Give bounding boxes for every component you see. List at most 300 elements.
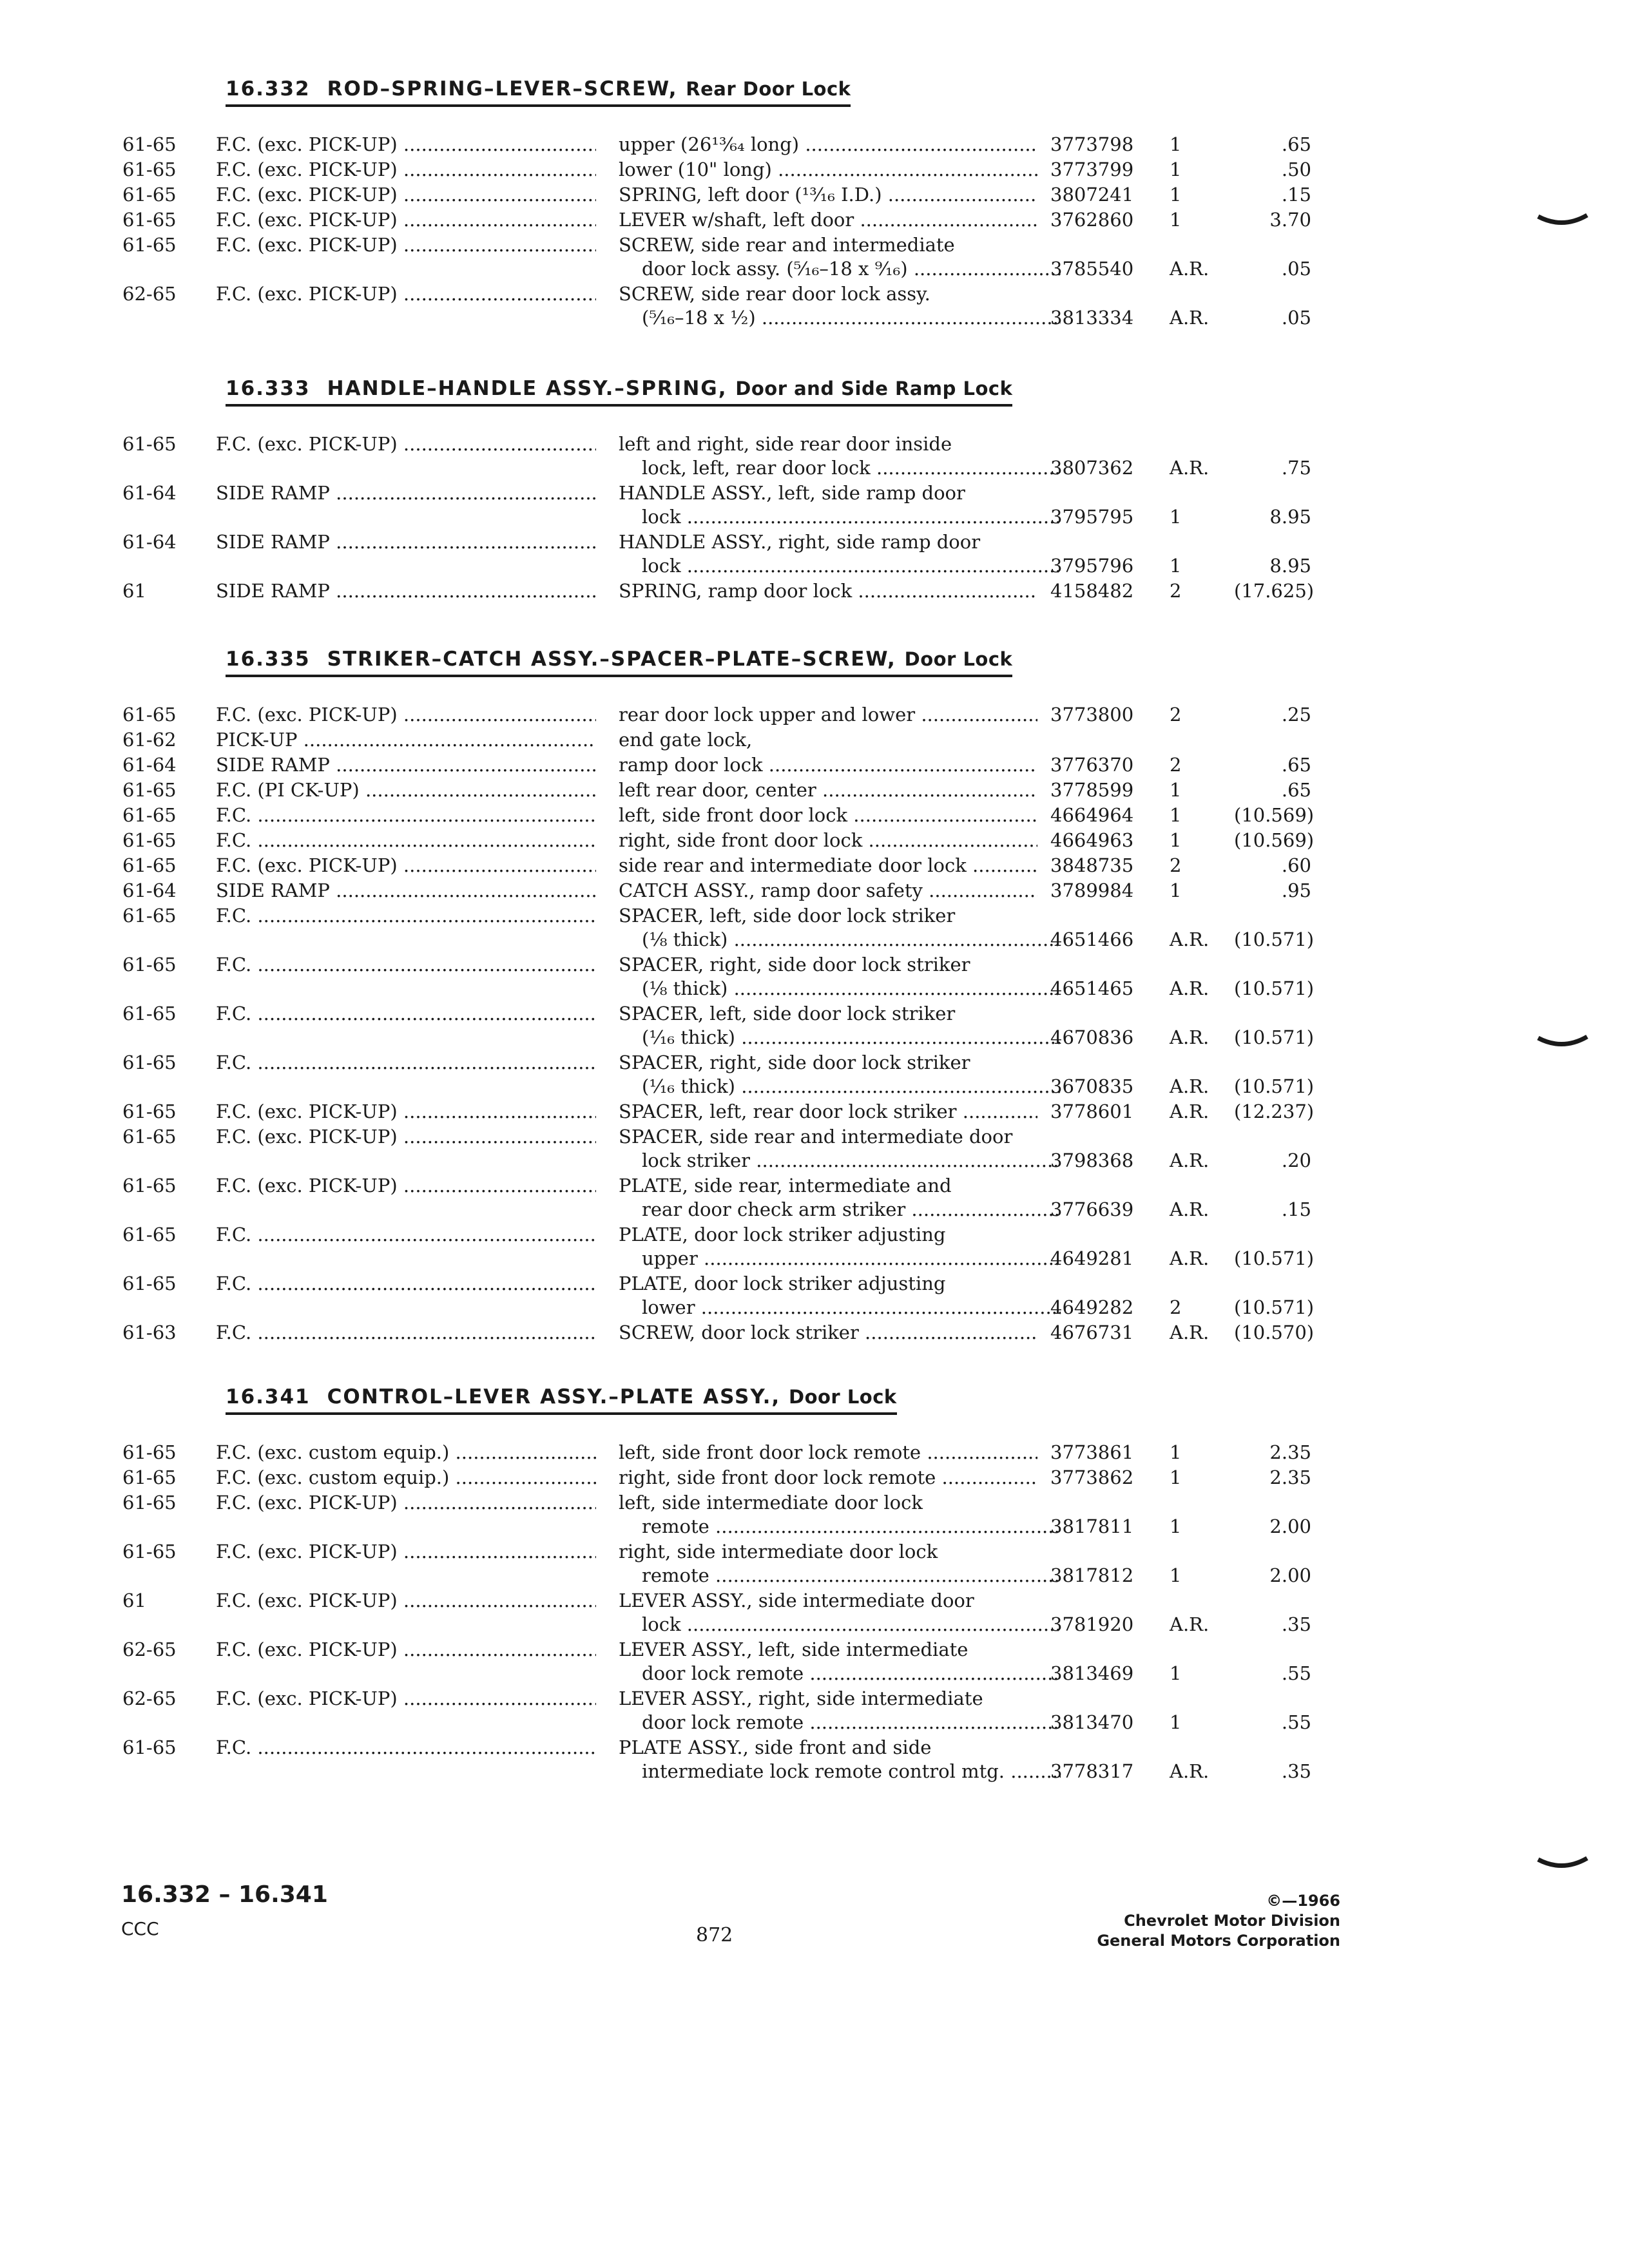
model-years: 61-65 <box>122 779 177 801</box>
section-title: STRIKER–CATCH ASSY.–SPACER–PLATE–SCREW, <box>327 648 896 671</box>
parts-row <box>122 1002 1315 1051</box>
price: (10.571) <box>1234 1247 1315 1269</box>
quantity: 1 <box>1170 804 1182 826</box>
part-number: 3778317 <box>1050 1760 1134 1782</box>
parts-list <box>122 703 1315 1346</box>
model-years: 62-65 <box>122 1687 177 1709</box>
model-applicability: F.C. ..... <box>216 803 596 827</box>
section-heading <box>226 648 1012 677</box>
section-number: 16.341 <box>226 1385 311 1408</box>
quantity: A.R. <box>1170 457 1210 479</box>
part-number: 3785540 <box>1050 258 1134 280</box>
price: .55 <box>1281 1711 1311 1733</box>
section-16-333 <box>122 377 1315 604</box>
quantity: 1 <box>1170 1441 1182 1463</box>
part-number: 4651465 <box>1050 977 1134 999</box>
binding-mark <box>1537 1856 1588 1871</box>
part-number: 3773799 <box>1050 159 1134 180</box>
model-years: 61-65 <box>122 1126 177 1148</box>
model-years: 61-65 <box>122 1466 177 1488</box>
price: .75 <box>1281 457 1311 479</box>
parts-row <box>122 953 1315 1002</box>
price: .65 <box>1281 779 1311 801</box>
part-number: 3773800 <box>1050 704 1134 726</box>
model-years: 61-65 <box>122 804 177 826</box>
model-applicability: F.C. (exc. PICK-UP) ..... <box>216 1589 596 1613</box>
description-line: rear door check arm striker ..... <box>619 1198 1061 1222</box>
footer-section-range <box>121 1881 328 1939</box>
parts-row <box>122 1466 1315 1491</box>
model-years: 61-65 <box>122 854 177 876</box>
quantity: A.R. <box>1170 928 1210 950</box>
part-number: 3813469 <box>1050 1662 1134 1684</box>
corporation-name: General Motors Corporation <box>1097 1932 1340 1950</box>
model-applicability: F.C. ..... <box>216 1002 596 1026</box>
part-number: 3817811 <box>1050 1515 1134 1537</box>
part-number: 3776370 <box>1050 754 1134 776</box>
quantity: 1 <box>1170 184 1182 206</box>
parts-row <box>122 1223 1315 1272</box>
parts-row <box>122 753 1315 778</box>
model-years: 61-64 <box>122 482 177 504</box>
description-line: remote ..... <box>619 1564 1061 1588</box>
parts-row <box>122 1589 1315 1638</box>
description-line: remote ..... <box>619 1515 1061 1539</box>
model-applicability: SIDE RAMP ..... <box>216 481 596 505</box>
model-applicability: SIDE RAMP ..... <box>216 879 596 903</box>
model-years: 62-65 <box>122 283 177 305</box>
model-years: 61-65 <box>122 433 177 455</box>
model-applicability: F.C. ..... <box>216 1223 596 1247</box>
quantity: 1 <box>1170 779 1182 801</box>
model-years: 61-64 <box>122 531 177 553</box>
price: (10.571) <box>1234 1026 1315 1048</box>
description-line: SCREW, side rear door lock assy. <box>619 283 930 305</box>
description-line: upper ..... <box>619 1247 1061 1271</box>
catalog-code: CCC <box>121 1918 159 1939</box>
part-number: 3807241 <box>1050 184 1134 206</box>
model-applicability: F.C. (exc. PICK-UP) ..... <box>216 1491 596 1515</box>
quantity: 1 <box>1170 1662 1182 1684</box>
price: (10.570) <box>1234 1321 1315 1343</box>
description-line: SPACER, right, side door lock striker <box>619 954 970 975</box>
parts-row <box>122 579 1315 604</box>
division-name: Chevrolet Motor Division <box>1124 1912 1340 1930</box>
model-applicability: F.C. (exc. PICK-UP) ..... <box>216 1100 596 1124</box>
parts-row <box>122 1638 1315 1687</box>
price: .15 <box>1281 1198 1311 1220</box>
description-line: LEVER ASSY., right, side intermediate <box>619 1687 983 1709</box>
section-range: 16.332 – 16.341 <box>121 1881 328 1908</box>
model-years: 61-62 <box>122 729 177 751</box>
quantity: A.R. <box>1170 1149 1210 1171</box>
model-years: 61-65 <box>122 1441 177 1463</box>
parts-row <box>122 728 1315 753</box>
part-number: 3781920 <box>1050 1613 1134 1635</box>
model-applicability: F.C. (exc. PICK-UP) ..... <box>216 703 596 727</box>
quantity: 2 <box>1170 580 1182 602</box>
price: .25 <box>1281 704 1311 726</box>
model-applicability: F.C. (exc. PICK-UP) ..... <box>216 1540 596 1564</box>
quantity: A.R. <box>1170 977 1210 999</box>
model-years: 61-64 <box>122 754 177 776</box>
parts-row <box>122 1736 1315 1785</box>
quantity: 1 <box>1170 133 1182 155</box>
quantity: 2 <box>1170 754 1182 776</box>
parts-row <box>122 854 1315 879</box>
model-applicability: F.C. (exc. PICK-UP) ..... <box>216 1638 596 1662</box>
model-years: 61-65 <box>122 133 177 155</box>
model-years: 61-65 <box>122 1492 177 1514</box>
price: .20 <box>1281 1149 1311 1171</box>
model-applicability: F.C. ..... <box>216 904 596 928</box>
price: (10.571) <box>1234 977 1315 999</box>
description-line: lower ..... <box>619 1296 1061 1320</box>
model-applicability: F.C. (exc. PICK-UP) ..... <box>216 208 596 232</box>
model-years: 61 <box>122 580 146 602</box>
description-line: ramp door lock ..... <box>619 753 1037 777</box>
model-years: 61 <box>122 1590 146 1611</box>
parts-row <box>122 879 1315 904</box>
section-heading <box>226 377 1012 407</box>
model-applicability: F.C. (exc. PICK-UP) ..... <box>216 854 596 878</box>
model-years: 61-64 <box>122 879 177 901</box>
copyright: ©—1966 <box>1266 1892 1340 1910</box>
part-number: 3813334 <box>1050 307 1134 329</box>
price: 2.35 <box>1269 1466 1311 1488</box>
part-number: 3798368 <box>1050 1149 1134 1171</box>
description-line: (¹⁄₁₆ thick) ..... <box>619 1026 1061 1050</box>
quantity: 1 <box>1170 1564 1182 1586</box>
model-years: 61-65 <box>122 1003 177 1024</box>
description-line: SPRING, left door (¹³⁄₁₆ I.D.) ..... <box>619 183 1037 207</box>
description-line: PLATE, side rear, intermediate and <box>619 1175 952 1196</box>
price: (10.571) <box>1234 1296 1315 1318</box>
parts-row <box>122 1491 1315 1540</box>
parts-row <box>122 1441 1315 1466</box>
model-years: 61-65 <box>122 1052 177 1073</box>
parts-row <box>122 530 1315 579</box>
parts-row <box>122 1051 1315 1100</box>
quantity: A.R. <box>1170 1321 1210 1343</box>
description-line: left rear door, center ..... <box>619 778 1037 802</box>
price: .05 <box>1281 258 1311 280</box>
part-number: 4649282 <box>1050 1296 1134 1318</box>
parts-row <box>122 183 1315 208</box>
quantity: 1 <box>1170 209 1182 231</box>
quantity: A.R. <box>1170 1760 1210 1782</box>
description-line: (⅛ thick) ..... <box>619 977 1061 1001</box>
quantity: 1 <box>1170 555 1182 577</box>
part-number: 3776639 <box>1050 1198 1134 1220</box>
section-heading <box>226 77 851 107</box>
parts-row <box>122 133 1315 158</box>
description-line: (¹⁄₁₆ thick) ..... <box>619 1075 1061 1099</box>
quantity: A.R. <box>1170 1026 1210 1048</box>
parts-row <box>122 208 1315 233</box>
part-number: 4158482 <box>1050 580 1134 602</box>
price: (10.569) <box>1234 829 1315 851</box>
parts-row <box>122 1687 1315 1736</box>
price: 2.00 <box>1269 1515 1311 1537</box>
description-line: PLATE, door lock striker adjusting <box>619 1273 946 1294</box>
quantity: 2 <box>1170 854 1182 876</box>
model-applicability: F.C. (exc. PICK-UP) ..... <box>216 183 596 207</box>
description-line: (⅛ thick) ..... <box>619 928 1061 952</box>
part-number: 4649281 <box>1050 1247 1134 1269</box>
quantity: 2 <box>1170 704 1182 726</box>
description-line: HANDLE ASSY., right, side ramp door <box>619 531 981 553</box>
description-line: HANDLE ASSY., left, side ramp door <box>619 482 965 504</box>
quantity: 1 <box>1170 159 1182 180</box>
part-number: 3807362 <box>1050 457 1134 479</box>
description-line: right, side front door lock ..... <box>619 829 1037 852</box>
part-number: 3773861 <box>1050 1441 1134 1463</box>
parts-row <box>122 432 1315 481</box>
model-applicability: F.C. (exc. PICK-UP) ..... <box>216 1174 596 1198</box>
quantity: 1 <box>1170 1466 1182 1488</box>
quantity: 1 <box>1170 879 1182 901</box>
quantity: 1 <box>1170 829 1182 851</box>
section-heading <box>226 1385 897 1415</box>
parts-row <box>122 1321 1315 1346</box>
description-line: PLATE, door lock striker adjusting <box>619 1224 946 1245</box>
description-line: SCREW, door lock striker ..... <box>619 1321 1037 1345</box>
price: 3.70 <box>1269 209 1311 231</box>
model-years: 61-65 <box>122 159 177 180</box>
description-line: LEVER ASSY., left, side intermediate <box>619 1639 969 1660</box>
description-line: door lock assy. (⁵⁄₁₆–18 x ⁹⁄₁₆) ..... <box>619 257 1061 281</box>
price: (10.569) <box>1234 804 1315 826</box>
model-applicability: F.C. ..... <box>216 1321 596 1345</box>
section-number: 16.333 <box>226 377 311 400</box>
section-title: ROD–SPRING–LEVER–SCREW, <box>327 77 678 101</box>
price: 2.35 <box>1269 1441 1311 1463</box>
section-title: CONTROL–LEVER ASSY.–PLATE ASSY., <box>327 1385 781 1408</box>
part-number: 3773798 <box>1050 133 1134 155</box>
description-line: lock ..... <box>619 505 1061 529</box>
description-line: PLATE ASSY., side front and side <box>619 1736 932 1758</box>
description-line: left and right, side rear door inside <box>619 433 952 455</box>
binding-mark <box>1537 1034 1588 1050</box>
model-years: 61-65 <box>122 1736 177 1758</box>
model-years: 61-65 <box>122 184 177 206</box>
price: .15 <box>1281 184 1311 206</box>
model-applicability: F.C. ..... <box>216 1272 596 1296</box>
part-number: 4676731 <box>1050 1321 1134 1343</box>
price: .05 <box>1281 307 1311 329</box>
quantity: 1 <box>1170 1711 1182 1733</box>
model-applicability: F.C. ..... <box>216 953 596 977</box>
section-subtitle: Door Lock <box>904 648 1013 670</box>
model-years: 61-65 <box>122 234 177 256</box>
description-line: LEVER w/shaft, left door ..... <box>619 208 1037 232</box>
quantity: A.R. <box>1170 1075 1210 1097</box>
model-years: 61-65 <box>122 209 177 231</box>
section-number: 16.335 <box>226 648 311 671</box>
section-subtitle: Door and Side Ramp Lock <box>735 378 1013 399</box>
model-applicability: SIDE RAMP ..... <box>216 753 596 777</box>
parts-row <box>122 1540 1315 1589</box>
model-applicability: F.C. (exc. PICK-UP) ..... <box>216 1125 596 1149</box>
parts-row <box>122 1100 1315 1125</box>
quantity: A.R. <box>1170 1198 1210 1220</box>
parts-row <box>122 1272 1315 1321</box>
part-number: 4651466 <box>1050 928 1134 950</box>
model-applicability: SIDE RAMP ..... <box>216 530 596 554</box>
model-applicability: F.C. (exc. PICK-UP) ..... <box>216 432 596 456</box>
part-number: 3762860 <box>1050 209 1134 231</box>
price: (12.237) <box>1234 1100 1315 1122</box>
part-number: 3813470 <box>1050 1711 1134 1733</box>
description-line: lock ..... <box>619 554 1061 578</box>
parts-list <box>122 133 1311 331</box>
part-number: 3778599 <box>1050 779 1134 801</box>
description-line: SPACER, side rear and intermediate door <box>619 1126 1013 1148</box>
description-line: upper (26¹³⁄₆₄ long) ..... <box>619 133 1037 157</box>
description-line: left, side intermediate door lock <box>619 1492 923 1514</box>
price: .95 <box>1281 879 1311 901</box>
model-years: 61-63 <box>122 1321 177 1343</box>
parts-row <box>122 1125 1315 1174</box>
quantity: A.R. <box>1170 1247 1210 1269</box>
model-applicability: F.C. (exc. custom equip.) ..... <box>216 1441 596 1465</box>
price: 8.95 <box>1269 506 1311 528</box>
section-number: 16.332 <box>226 77 311 101</box>
model-applicability: F.C. ..... <box>216 1736 596 1760</box>
description-line: SPRING, ramp door lock ..... <box>619 579 1037 603</box>
parts-row <box>122 158 1315 183</box>
binding-mark <box>1537 213 1588 228</box>
description-line: LEVER ASSY., side intermediate door <box>619 1590 974 1611</box>
price: .55 <box>1281 1662 1311 1684</box>
page-number: 872 <box>696 1924 733 1946</box>
part-number: 3848735 <box>1050 854 1134 876</box>
parts-row <box>122 1174 1315 1223</box>
parts-row <box>122 829 1315 854</box>
model-applicability: F.C. ..... <box>216 829 596 852</box>
price: 8.95 <box>1269 555 1311 577</box>
description-line: SPACER, left, side door lock striker <box>619 1003 956 1024</box>
model-applicability: F.C. (exc. PICK-UP) ..... <box>216 282 596 306</box>
part-number: 3789984 <box>1050 879 1134 901</box>
description-line: lower (10" long) ..... <box>619 158 1037 182</box>
description-line: right, side front door lock remote ..... <box>619 1466 1037 1490</box>
part-number: 3817812 <box>1050 1564 1134 1586</box>
description-line: right, side intermediate door lock <box>619 1541 938 1562</box>
description-line: SPACER, right, side door lock striker <box>619 1052 970 1073</box>
parts-list <box>122 432 1315 604</box>
part-number: 4664963 <box>1050 829 1134 851</box>
model-applicability: SIDE RAMP ..... <box>216 579 596 603</box>
part-number: 3670835 <box>1050 1075 1134 1097</box>
part-number: 3795796 <box>1050 555 1134 577</box>
model-years: 61-65 <box>122 1175 177 1196</box>
description-line: CATCH ASSY., ramp door safety ..... <box>619 879 1037 903</box>
part-number: 3773862 <box>1050 1466 1134 1488</box>
description-line: side rear and intermediate door lock ..... <box>619 854 1037 878</box>
section-16-335 <box>122 648 1315 1346</box>
price: 2.00 <box>1269 1564 1311 1586</box>
part-number: 3795795 <box>1050 506 1134 528</box>
model-years: 61-65 <box>122 905 177 927</box>
section-title: HANDLE–HANDLE ASSY.–SPRING, <box>327 377 728 400</box>
section-subtitle: Door Lock <box>789 1386 897 1408</box>
part-number: 3778601 <box>1050 1100 1134 1122</box>
description-line: lock ..... <box>619 1613 1061 1637</box>
price: .50 <box>1281 159 1311 180</box>
price: .35 <box>1281 1760 1311 1782</box>
price: .35 <box>1281 1613 1311 1635</box>
model-years: 61-65 <box>122 1224 177 1245</box>
description-line: door lock remote ..... <box>619 1711 1061 1735</box>
description-line: (⁵⁄₁₆–18 x ½) ..... <box>619 306 1061 330</box>
price: .60 <box>1281 854 1311 876</box>
model-applicability: F.C. (exc. PICK-UP) ..... <box>216 1687 596 1711</box>
price: .65 <box>1281 754 1311 776</box>
parts-row <box>122 233 1315 282</box>
description-line: intermediate lock remote control mtg. ..... <box>619 1760 1061 1783</box>
description-line: SPACER, left, rear door lock striker ..... <box>619 1100 1037 1124</box>
description-line: rear door lock upper and lower ..... <box>619 703 1037 727</box>
model-applicability: F.C. (exc. PICK-UP) ..... <box>216 158 596 182</box>
model-years: 61-65 <box>122 1100 177 1122</box>
quantity: 1 <box>1170 506 1182 528</box>
parts-row <box>122 703 1315 728</box>
description-line: lock striker ..... <box>619 1149 1061 1173</box>
quantity: A.R. <box>1170 1613 1210 1635</box>
model-years: 61-65 <box>122 954 177 975</box>
model-years: 61-65 <box>122 1541 177 1562</box>
quantity: 2 <box>1170 1296 1182 1318</box>
quantity: A.R. <box>1170 307 1210 329</box>
model-years: 61-65 <box>122 1273 177 1294</box>
parts-row <box>122 904 1315 953</box>
model-applicability: F.C. (exc. PICK-UP) ..... <box>216 233 596 257</box>
description-line: left, side front door lock remote ..... <box>619 1441 1037 1465</box>
section-16-332 <box>122 77 1311 331</box>
quantity: 1 <box>1170 1515 1182 1537</box>
price: .65 <box>1281 133 1311 155</box>
part-number: 4670836 <box>1050 1026 1134 1048</box>
parts-list <box>122 1441 1311 1785</box>
model-applicability: F.C. ..... <box>216 1051 596 1075</box>
parts-row <box>122 803 1315 829</box>
model-years: 62-65 <box>122 1639 177 1660</box>
model-applicability: PICK-UP ..... <box>216 728 596 752</box>
publisher-block <box>1005 1891 1340 1951</box>
parts-row <box>122 481 1315 530</box>
model-applicability: F.C. (exc. custom equip.) ..... <box>216 1466 596 1490</box>
description-line: left, side front door lock ..... <box>619 803 1037 827</box>
description-line: end gate lock, <box>619 729 753 751</box>
description-line: SCREW, side rear and intermediate <box>619 234 955 256</box>
price: (10.571) <box>1234 928 1315 950</box>
model-years: 61-65 <box>122 704 177 726</box>
section-subtitle: Rear Door Lock <box>686 78 851 100</box>
part-description <box>619 728 1173 752</box>
parts-row <box>122 282 1315 331</box>
description-line: door lock remote ..... <box>619 1662 1061 1686</box>
model-years: 61-65 <box>122 829 177 851</box>
section-16-341 <box>122 1385 1311 1785</box>
parts-row <box>122 778 1315 803</box>
description-line: SPACER, left, side door lock striker <box>619 905 956 927</box>
price: (17.625) <box>1234 580 1315 602</box>
model-applicability: F.C. (exc. PICK-UP) ..... <box>216 133 596 157</box>
part-number: 4664964 <box>1050 804 1134 826</box>
price: (10.571) <box>1234 1075 1315 1097</box>
